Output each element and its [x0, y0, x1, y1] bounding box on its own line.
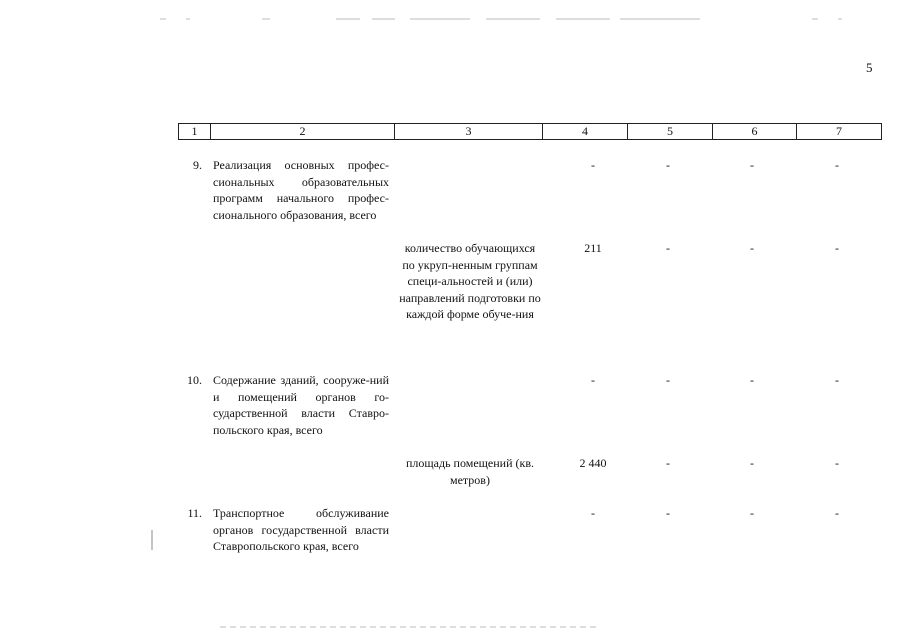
value-col-5: -	[666, 158, 670, 172]
value-col-6: -	[750, 373, 754, 387]
column-header-6: 6	[712, 124, 796, 139]
column-header-4: 4	[542, 124, 627, 139]
value-col-6: -	[750, 241, 754, 255]
row-name: Транспортное обслуживание органов государственной власти Ставропольского края, всего	[213, 506, 389, 553]
value-col-4: -	[591, 158, 595, 172]
value-col-6: -	[750, 506, 754, 520]
value-col-4: -	[591, 506, 595, 520]
value-col-6: -	[750, 158, 754, 172]
column-header-3: 3	[394, 124, 542, 139]
column-header-2: 2	[210, 124, 394, 139]
row-number: 9.	[193, 158, 202, 172]
value-col-7: -	[835, 456, 839, 470]
value-col-5: -	[666, 241, 670, 255]
indicator-text: площадь помещений (кв. метров)	[406, 456, 534, 487]
value-col-5: -	[666, 456, 670, 470]
value-col-4: 211	[584, 241, 602, 255]
table-header	[178, 123, 882, 140]
value-col-7: -	[835, 241, 839, 255]
column-header-1: 1	[178, 124, 210, 139]
column-header-7: 7	[796, 124, 882, 139]
row-name: Реализация основных профес-сиональных образовательных программ начального профес-сионального образования, всего	[213, 158, 389, 222]
row-number: 10.	[187, 373, 202, 387]
value-col-5: -	[666, 506, 670, 520]
indicator-text: количество обучающихся по укруп-ненным группам специ-альностей и (или) направлений подготовки по каждой форме обуче-ния	[399, 241, 541, 321]
value-col-7: -	[835, 373, 839, 387]
value-col-4: 2 440	[579, 456, 607, 470]
page-number: 5	[866, 60, 873, 75]
row-name: Содержание зданий, сооруже-ний и помещений органов го-сударственной власти Ставро-польского края, всего	[213, 373, 389, 437]
value-col-7: -	[835, 158, 839, 172]
row-number: 11.	[187, 506, 202, 520]
value-col-6: -	[750, 456, 754, 470]
column-header-5: 5	[627, 124, 712, 139]
value-col-5: -	[666, 373, 670, 387]
value-col-4: -	[591, 373, 595, 387]
value-col-7: -	[835, 506, 839, 520]
